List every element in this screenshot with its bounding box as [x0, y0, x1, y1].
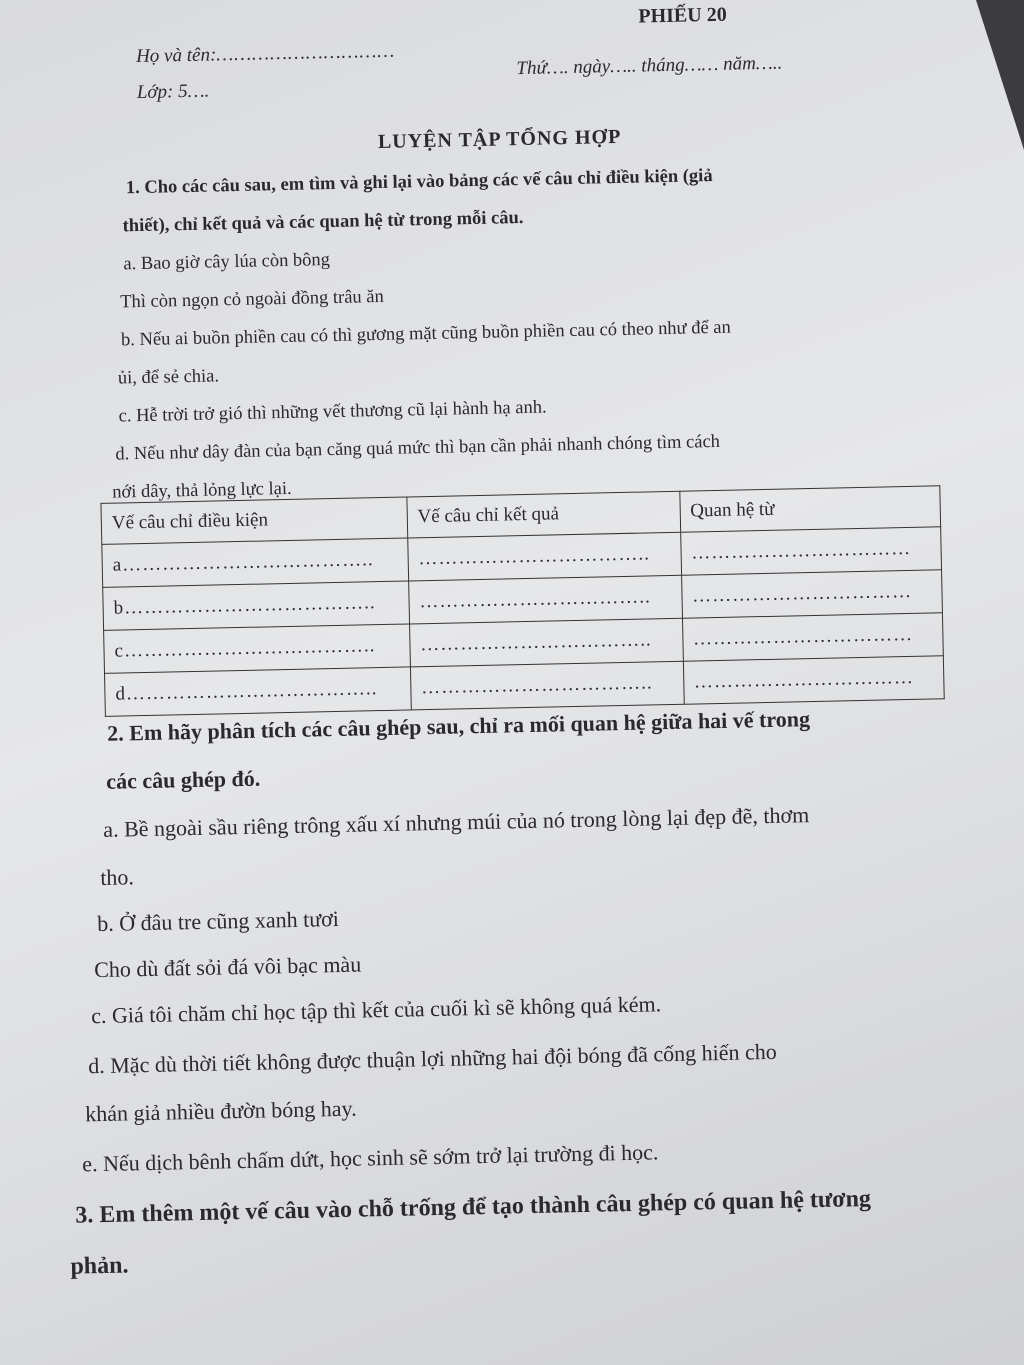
row-d-result[interactable]: …………………………….. [410, 661, 684, 710]
row-b-condition[interactable]: b……………………………….. [103, 581, 410, 630]
q1-prompt-line2: thiết), chỉ kết quả và các quan hệ từ trong mỗi câu. [122, 207, 524, 237]
worksheet-page [40, 0, 1024, 1365]
name-dots: ………………………… [216, 40, 396, 66]
sheet-number: PHIẾU 20 [638, 3, 727, 28]
q2-item-d-line2: khán giả nhiều đườn bóng hay. [84, 1095, 357, 1127]
answer-table [100, 485, 944, 717]
q2-item-b-line2: Cho dù đất sỏi đá vôi bạc màu [93, 951, 362, 983]
row-a-result[interactable]: …………………………….. [408, 532, 682, 581]
row-a-connector[interactable]: …………………………… [680, 527, 941, 575]
row-c-condition[interactable]: c……………………………….. [104, 624, 411, 673]
row-c-result[interactable]: …………………………….. [409, 618, 683, 667]
q1-item-b-line2: ủi, để sẻ chia. [117, 366, 220, 389]
q2-item-c: c. Giá tôi chăm chỉ học tập thì kết của cuối kì sẽ không quá kém. [90, 991, 662, 1029]
name-label: Họ và tên: [135, 44, 217, 68]
q2-item-d-line1: d. Mặc dù thời tiết không được thuận lợi những hai đội bóng đã cống hiến cho [87, 1038, 778, 1079]
row-a-condition[interactable]: a……………………………….. [102, 538, 409, 587]
q2-item-e: e. Nếu dịch bênh chấm dứt, học sinh sẽ sớm trở lại trường đi học. [82, 1139, 659, 1177]
q1-item-c: c. Hễ trời trở gió thì những vết thương cũ lại hành hạ anh. [118, 397, 547, 427]
row-d-condition[interactable]: d……………………………….. [105, 667, 412, 716]
q2-item-a-line2: tho. [100, 864, 135, 890]
name-field [136, 41, 396, 68]
q2-prompt-line2: các câu ghép đó. [106, 765, 261, 794]
q1-item-a-line2: Thì còn ngọn cỏ ngoài đồng trâu ăn [120, 286, 384, 313]
q2-item-b-line1: b. Ở đâu tre cũng xanh tươi [96, 905, 340, 937]
q1-item-b-line1: b. Nếu ai buồn phiền cau có thì gương mặt cũng buồn phiền cau có theo như để an [120, 317, 731, 351]
q1-item-d-line2: nới dây, thả lỏng lực lại. [112, 478, 292, 503]
q1-prompt-line1: 1. Cho các câu sau, em tìm và ghi lại vào bảng các vế câu chỉ điều kiện (giả [125, 166, 713, 199]
header-condition: Vế câu chỉ điều kiện [101, 497, 408, 544]
q1-item-d-line1: d. Nếu như dây đàn của bạn căng quá mức thì bạn cần phải nhanh chóng tìm cách [115, 431, 721, 465]
q3-prompt-line1: 3. Em thêm một vế câu vào chỗ trống để tạo thành câu ghép có quan hệ tương [75, 1185, 872, 1229]
row-d-connector[interactable]: …………………………… [683, 656, 944, 704]
row-b-connector[interactable]: …………………………… [681, 570, 942, 618]
header-connector: Quan hệ từ [679, 486, 940, 532]
page-title: LUYỆN TẬP TỔNG HỢP [377, 125, 622, 154]
class-field: Lớp: 5…. [136, 80, 210, 104]
row-b-result[interactable]: …………………………….. [408, 575, 682, 624]
q1-item-a-line1: a. Bao giờ cây lúa còn bông [123, 250, 331, 275]
row-c-connector[interactable]: …………………………… [682, 613, 943, 661]
header-result: Vế câu chỉ kết quả [407, 491, 681, 538]
q2-prompt-line1: 2. Em hãy phân tích các câu ghép sau, chỉ ra mối quan hệ giữa hai vế trong [107, 706, 811, 746]
q3-prompt-line2: phản. [70, 1252, 129, 1280]
date-line: Thứ…. ngày….. tháng…… năm….. [516, 52, 783, 80]
q2-item-a-line1: a. Bề ngoài sầu riêng trông xấu xí nhưng múi của nó trong lòng lại đẹp đẽ, thơm [103, 802, 810, 842]
